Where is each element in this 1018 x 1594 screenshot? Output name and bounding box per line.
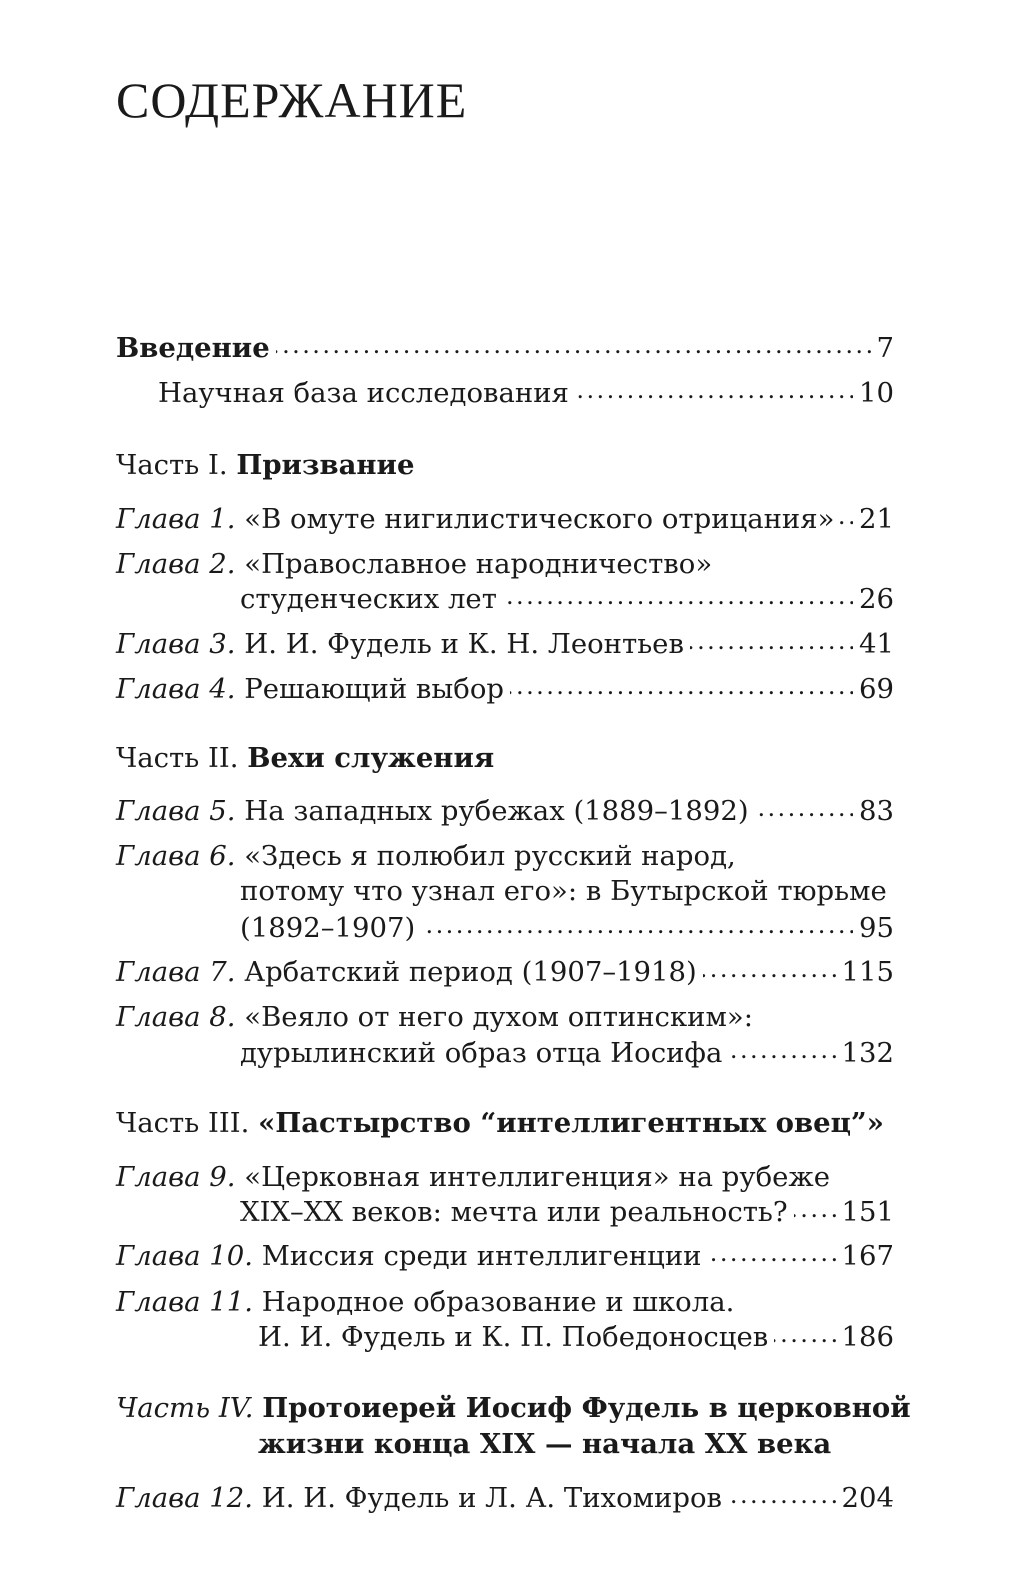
chapter-number: Глава 1. bbox=[116, 503, 236, 535]
part-name: «Пастырство “интеллигентных овец”» bbox=[258, 1107, 884, 1139]
toc-entry-ch11 bbox=[258, 1319, 894, 1355]
part-heading-1 bbox=[116, 447, 414, 483]
toc-entry-ch2 bbox=[240, 581, 894, 617]
part-heading-3 bbox=[116, 1105, 884, 1141]
toc-entry-ch11-line1 bbox=[116, 1284, 734, 1320]
toc-entry-ch2-line1 bbox=[116, 546, 712, 582]
chapter-number: Глава 9. bbox=[116, 1161, 236, 1193]
page-number: 151 bbox=[841, 1196, 894, 1228]
leader-dots bbox=[708, 1245, 836, 1265]
toc-entry-ch7 bbox=[116, 954, 894, 990]
leader-dots bbox=[755, 800, 853, 820]
chapter-number: Глава 8. bbox=[116, 1001, 236, 1033]
chapter-number: Глава 6. bbox=[116, 840, 236, 872]
chapter-title: На западных рубежах (1889–1892) bbox=[244, 795, 749, 827]
part-name-cont: жизни конца XIX — начала XX века bbox=[258, 1428, 832, 1460]
toc-entry-intro bbox=[116, 330, 894, 366]
page-title: СОДЕРЖАНИЕ bbox=[116, 72, 468, 128]
toc-entry-ch10 bbox=[116, 1238, 894, 1274]
toc-entry-ch1 bbox=[116, 501, 894, 537]
toc-entry-ch8-line1 bbox=[116, 999, 753, 1035]
page-number: 21 bbox=[859, 503, 894, 535]
toc-entry-intro-sub bbox=[158, 375, 894, 411]
page-number: 95 bbox=[859, 912, 894, 944]
page-number: 167 bbox=[841, 1240, 894, 1272]
chapter-title-cont: И. И. Фудель и К. П. Победоносцев bbox=[258, 1321, 769, 1353]
chapter-title-cont: (1892–1907) bbox=[240, 912, 416, 944]
page-number: 69 bbox=[859, 673, 894, 705]
part-name: Протоиерей Иосиф Фудель в церковной bbox=[262, 1392, 911, 1424]
chapter-title: «В омуте нигилистического отрицания» bbox=[244, 503, 835, 535]
chapter-title: Решающий выбор bbox=[244, 673, 504, 705]
chapter-number: Глава 2. bbox=[116, 548, 236, 580]
toc-entry-ch12 bbox=[116, 1480, 894, 1516]
toc-entry-ch4 bbox=[116, 671, 894, 707]
leader-dots bbox=[774, 1326, 835, 1346]
chapter-title-cont: дурылинский образ отца Иосифа bbox=[240, 1037, 723, 1069]
toc-entry-ch9-line1 bbox=[116, 1159, 830, 1195]
part-heading-4 bbox=[116, 1390, 911, 1426]
toc-entry-ch8 bbox=[240, 1035, 894, 1071]
chapter-number: Глава 4. bbox=[116, 673, 236, 705]
chapter-title: «Православное народничество» bbox=[244, 548, 713, 580]
part-prefix: Часть III. bbox=[116, 1107, 250, 1139]
leader-dots bbox=[794, 1201, 836, 1221]
chapter-number: Глава 5. bbox=[116, 795, 236, 827]
chapter-title: «Веяло от него духом оптинским»: bbox=[244, 1001, 753, 1033]
page-number: 204 bbox=[841, 1482, 894, 1514]
leader-dots bbox=[840, 508, 853, 528]
toc-entry-ch3 bbox=[116, 626, 894, 662]
leader-dots bbox=[276, 337, 871, 357]
chapter-number: Глава 3. bbox=[116, 628, 236, 660]
toc-entry-ch6-line2: потому что узнал его»: в Бутырской тюрьме bbox=[240, 875, 887, 907]
leader-dots bbox=[728, 1487, 836, 1507]
page-number: 26 bbox=[859, 583, 894, 615]
part-name: Призвание bbox=[236, 449, 415, 481]
leader-dots bbox=[728, 1042, 835, 1062]
part-name: Вехи служения bbox=[247, 742, 495, 774]
part-heading-2 bbox=[116, 740, 494, 776]
chapter-title-cont: студенческих лет bbox=[240, 583, 497, 615]
chapter-number: Глава 7. bbox=[116, 956, 236, 988]
page-number: 186 bbox=[841, 1321, 894, 1353]
leader-dots bbox=[575, 382, 853, 402]
chapter-title: Миссия среди интеллигенции bbox=[261, 1240, 702, 1272]
chapter-title: «Здесь я полюбил русский народ, bbox=[244, 840, 736, 872]
chapter-number: Глава 10. bbox=[116, 1240, 253, 1272]
page-number: 115 bbox=[841, 956, 894, 988]
leader-dots bbox=[503, 588, 853, 608]
chapter-number: Глава 11. bbox=[116, 1286, 253, 1318]
leader-dots bbox=[421, 917, 853, 937]
toc-entry-ch6 bbox=[240, 910, 894, 946]
chapter-title: И. И. Фудель и Л. А. Тихомиров bbox=[261, 1482, 722, 1514]
chapter-title: Арбатский период (1907–1918) bbox=[244, 956, 697, 988]
part-prefix: Часть I. bbox=[116, 449, 228, 481]
part-prefix: Часть II. bbox=[116, 742, 239, 774]
toc-entry-ch5 bbox=[116, 793, 894, 829]
chapter-title-cont: XIX–XX веков: мечта или реальность? bbox=[240, 1196, 788, 1228]
page-number: 132 bbox=[841, 1037, 894, 1069]
chapter-title: «Церковная интеллигенция» на рубеже bbox=[244, 1161, 830, 1193]
page-number: 10 bbox=[859, 377, 894, 409]
chapter-title: Народное образование и школа. bbox=[261, 1286, 735, 1318]
entry-label: Научная база исследования bbox=[158, 377, 569, 409]
leader-dots bbox=[703, 961, 836, 981]
toc-entry-ch9 bbox=[240, 1194, 894, 1230]
leader-dots bbox=[510, 678, 853, 698]
part-heading-4-line2 bbox=[258, 1426, 831, 1462]
toc-entry-ch6-line1 bbox=[116, 838, 736, 874]
page-number: 41 bbox=[859, 628, 894, 660]
chapter-number: Глава 12. bbox=[116, 1482, 253, 1514]
page-number: 83 bbox=[859, 795, 894, 827]
part-prefix: Часть IV. bbox=[116, 1392, 254, 1424]
page-number: 7 bbox=[876, 332, 894, 364]
leader-dots bbox=[690, 633, 853, 653]
chapter-title: И. И. Фудель и К. Н. Леонтьев bbox=[244, 628, 684, 660]
entry-label: Введение bbox=[116, 332, 270, 364]
